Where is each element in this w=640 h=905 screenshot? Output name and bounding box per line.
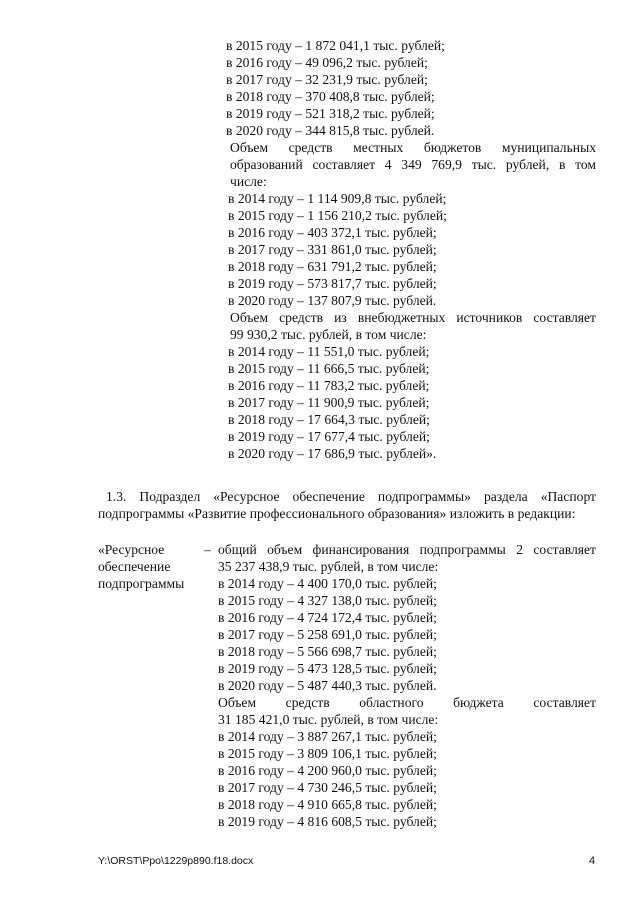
list-item: в 2018 году – 370 408,8 тыс. рублей; xyxy=(226,89,435,104)
list-item: в 2016 году – 4 724 172,4 тыс. рублей; xyxy=(218,610,437,625)
extrabudget-years-list xyxy=(226,343,596,462)
text-line: Объем средств местных бюджетов муниципальных xyxy=(230,140,596,155)
text-line: подпрограммы «Развитие профессионального образования» изложить в редакции: xyxy=(98,506,576,521)
amendment-paragraph xyxy=(98,488,596,522)
local-years-list xyxy=(226,190,596,309)
text-line: 99 930,2 тыс. рублей, в том числе: xyxy=(230,327,427,342)
list-item: в 2019 году – 573 817,7 тыс. рублей; xyxy=(228,276,437,291)
text-line: 31 185 421,0 тыс. рублей, в том числе: xyxy=(218,712,439,727)
funding-continuation-block xyxy=(226,37,596,462)
list-item: в 2020 году – 137 807,9 тыс. рублей. xyxy=(228,293,437,308)
list-item: в 2015 году – 4 327 138,0 тыс. рублей; xyxy=(218,593,437,608)
list-item: в 2016 году – 403 372,1 тыс. рублей; xyxy=(228,225,437,240)
resource-value-cell xyxy=(218,541,596,830)
list-item: в 2014 году – 4 400 170,0 тыс. рублей; xyxy=(218,576,437,591)
text-line: Объем средств из внебюджетных источников составляет xyxy=(230,310,596,325)
text-line: «Ресурсное xyxy=(98,542,165,557)
list-item: в 2019 году – 17 677,4 тыс. рублей; xyxy=(228,429,430,444)
list-item: в 2015 году – 11 666,5 тыс. рублей; xyxy=(228,361,430,376)
list-item: в 2016 году – 11 783,2 тыс. рублей; xyxy=(228,378,430,393)
list-item: в 2015 году – 1 872 041,1 тыс. рублей; xyxy=(226,38,445,53)
list-item: в 2019 году – 521 318,2 тыс. рублей; xyxy=(226,106,435,121)
list-item: в 2014 году – 3 887 267,1 тыс. рублей; xyxy=(218,729,437,744)
resource-label-cell xyxy=(98,541,208,592)
text-line: обеспечение xyxy=(98,559,171,574)
list-item: в 2020 году – 344 815,8 тыс. рублей. xyxy=(226,123,435,138)
text-line: числе: xyxy=(230,174,267,189)
dash-separator: – xyxy=(204,542,211,557)
list-item: в 2016 году – 4 200 960,0 тыс. рублей; xyxy=(218,763,437,778)
page-number: 4 xyxy=(589,855,596,867)
list-item: в 2017 году – 11 900,9 тыс. рублей; xyxy=(228,395,430,410)
list-item: в 2017 году – 5 258 691,0 тыс. рублей; xyxy=(218,627,437,642)
list-item: в 2020 году – 5 487 440,3 тыс. рублей. xyxy=(218,678,437,693)
list-item: в 2017 году – 32 231,9 тыс. рублей; xyxy=(226,72,428,87)
list-item: в 2020 году – 17 686,9 тыс. рублей». xyxy=(228,446,437,461)
text-line: 1.3. Подраздел «Ресурсное обеспечение подпрограммы» раздела «Паспорт xyxy=(106,489,596,504)
list-item: в 2017 году – 4 730 246,5 тыс. рублей; xyxy=(218,780,437,795)
text-line: подпрограммы xyxy=(98,576,185,591)
local-budget-heading xyxy=(226,139,596,190)
list-item: в 2018 году – 4 910 665,8 тыс. рублей; xyxy=(218,797,437,812)
list-item: в 2018 году – 17 664,3 тыс. рублей; xyxy=(228,412,430,427)
list-item: в 2015 году – 1 156 210,2 тыс. рублей; xyxy=(228,208,447,223)
text-line: 35 237 438,9 тыс. рублей, в том числе: xyxy=(218,559,439,574)
regional-years-list xyxy=(226,37,596,139)
text-line: Объем средств областного бюджета составляет xyxy=(218,695,596,710)
list-item: в 2016 году – 49 096,2 тыс. рублей; xyxy=(226,55,428,70)
list-item: в 2018 году – 5 566 698,7 тыс. рублей; xyxy=(218,644,437,659)
text-line: образований составляет 4 349 769,9 тыс. рублей, в том xyxy=(230,157,596,172)
text-line: общий объем финансирования подпрограммы 2 составляет xyxy=(218,542,596,557)
list-item: в 2014 году – 11 551,0 тыс. рублей; xyxy=(228,344,430,359)
list-item: в 2014 году – 1 114 909,8 тыс. рублей; xyxy=(228,191,447,206)
list-item: в 2019 году – 5 473 128,5 тыс. рублей; xyxy=(218,661,437,676)
list-item: в 2019 году – 4 816 608,5 тыс. рублей; xyxy=(218,814,437,829)
extrabudget-heading xyxy=(226,309,596,343)
list-item: в 2018 году – 631 791,2 тыс. рублей; xyxy=(228,259,437,274)
list-item: в 2017 году – 331 861,0 тыс. рублей; xyxy=(228,242,437,257)
list-item: в 2015 году – 3 809 106,1 тыс. рублей; xyxy=(218,746,437,761)
file-path-footer: Y:\ORST\Ppo\1229p890.f18.docx xyxy=(98,855,254,867)
